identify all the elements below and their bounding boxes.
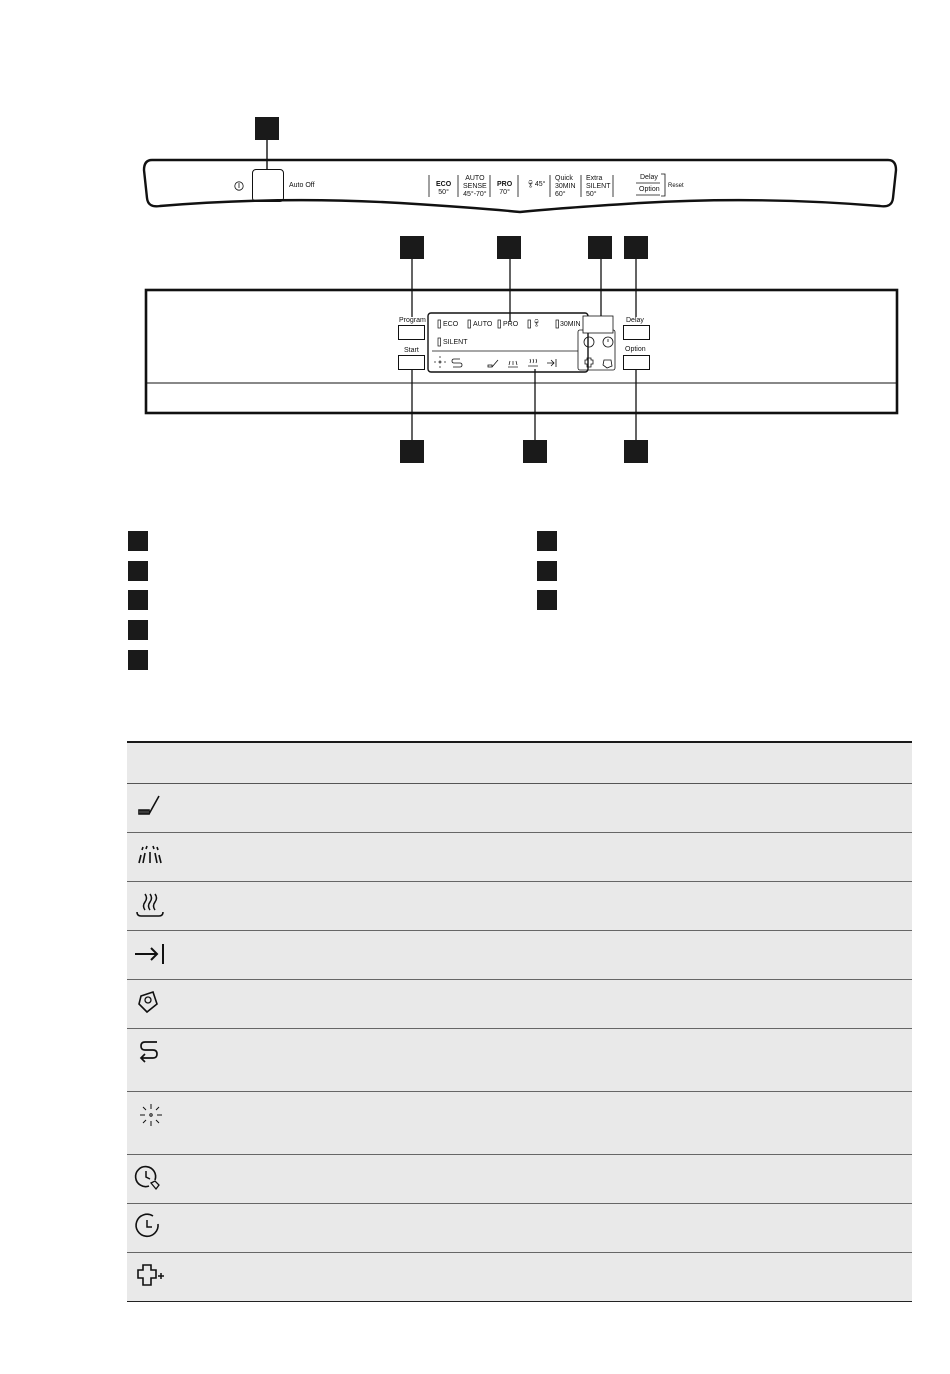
delay-button[interactable]: Delay xyxy=(640,174,658,181)
display-indicator-row xyxy=(430,352,620,372)
legend-key-1 xyxy=(128,531,148,551)
legend-key-8 xyxy=(537,590,557,610)
legend-key-3 xyxy=(128,590,148,610)
glass-icon: 🍷︎ xyxy=(526,181,535,188)
time-saver-icon xyxy=(133,1163,167,1193)
table-row xyxy=(127,1155,912,1204)
display-auto: AUTO xyxy=(473,321,493,328)
program-pro[interactable]: PRO 70° xyxy=(497,181,513,196)
program-eco[interactable]: ECO 50° xyxy=(436,181,452,196)
program-auto-sense[interactable]: AUTO SENSE 45°-70° xyxy=(463,175,487,198)
salt-icon xyxy=(133,988,167,1018)
program-extra-silent[interactable]: Extra SILENT 50° xyxy=(586,175,611,198)
table-row xyxy=(127,1204,912,1253)
program-button[interactable] xyxy=(398,325,425,340)
option-button[interactable]: Option xyxy=(639,186,660,193)
table-row xyxy=(127,784,912,833)
auto-off-label: Auto Off xyxy=(289,182,315,189)
delay-start-icon xyxy=(133,1212,167,1242)
table-row xyxy=(127,1253,912,1302)
option-front-button[interactable] xyxy=(623,355,650,370)
table-row xyxy=(127,882,912,931)
table-row xyxy=(127,1029,912,1092)
display-30min: 30MIN xyxy=(560,321,581,328)
spray-arms-icon xyxy=(133,841,167,871)
rinse-aid-icon xyxy=(488,360,498,367)
legend-key-2 xyxy=(128,561,148,581)
table-row xyxy=(127,931,912,980)
display-clock-icons xyxy=(582,334,618,352)
extra-hygiene-icon xyxy=(133,1100,167,1130)
table-header xyxy=(127,743,912,784)
table-row xyxy=(127,833,912,882)
extra-rinse-icon xyxy=(133,1037,167,1067)
program-quick[interactable]: Quick 30MIN 60° xyxy=(555,175,576,198)
program-glass[interactable]: 🍷︎45° xyxy=(526,181,546,188)
legend-key-4 xyxy=(128,620,148,640)
display-glass-icon: 🍷︎ xyxy=(532,320,541,327)
drying-icon xyxy=(133,890,167,920)
drying-indicator-icon xyxy=(528,359,538,366)
extra-option-icon xyxy=(133,1261,167,1291)
table-row xyxy=(127,1092,912,1155)
delay-front-button[interactable] xyxy=(623,325,650,340)
legend-key-7 xyxy=(537,561,557,581)
display-silent: SILENT xyxy=(443,339,468,346)
indicators-table xyxy=(127,741,912,1302)
salt-tablet-indicator-icon xyxy=(603,360,612,368)
extra-option-indicator-icon xyxy=(585,358,593,367)
end-icon xyxy=(133,939,167,969)
table-row xyxy=(127,980,912,1029)
end-indicator-icon xyxy=(547,359,556,367)
delay-front-label: Delay xyxy=(626,317,644,324)
start-button[interactable] xyxy=(398,355,425,370)
display-eco: ECO xyxy=(443,321,459,328)
extra-hygiene-icon xyxy=(434,356,446,368)
salt-indicator-icon xyxy=(508,361,518,367)
legend-key-6 xyxy=(537,531,557,551)
start-button-label: Start xyxy=(404,347,419,354)
rinse-aid-icon xyxy=(133,792,167,822)
program-button-label: Program xyxy=(399,317,426,324)
display-pro: PRO xyxy=(503,321,519,328)
extra-rinse-icon xyxy=(452,359,462,367)
reset-label: Reset xyxy=(668,183,684,189)
option-front-label: Option xyxy=(625,346,646,353)
on-off-button[interactable] xyxy=(252,169,284,202)
front-panel xyxy=(0,230,950,445)
legend-key-5 xyxy=(128,650,148,670)
